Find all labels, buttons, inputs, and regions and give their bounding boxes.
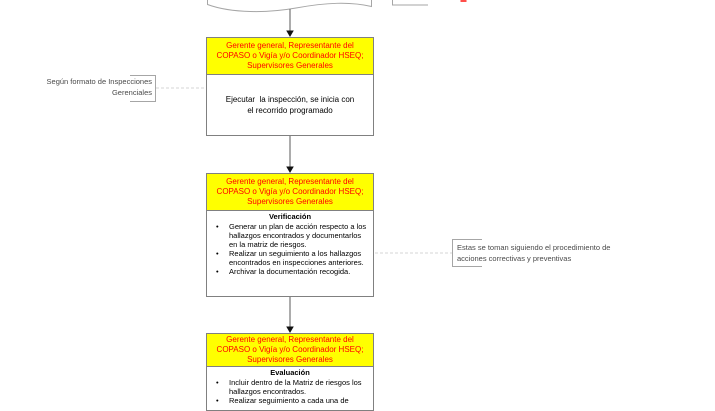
step-body-evaluacion (207, 367, 373, 405)
left-annotation-line: Gerenciales (111, 87, 152, 97)
step-body-ejecutar (207, 75, 373, 134)
role-header-line: Supervisores Generales (247, 355, 333, 364)
role-header-line: COPASO o Vigía y/o Coordinador HSEQ; (216, 51, 364, 60)
bullet-item (207, 378, 373, 396)
bullet-text: Realizar seguimiento a cada una de (229, 396, 349, 405)
step-box-ejecutar (206, 37, 374, 136)
right-annotation-line: acciones correctivas y preventivas (457, 254, 572, 263)
bullet-icon: • (216, 249, 219, 258)
role-header-line: Supervisores Generales (247, 197, 333, 206)
bullet-icon: • (216, 267, 219, 276)
step-body-verificacion (207, 211, 373, 276)
step-body-line: el recorrido programado (247, 105, 333, 115)
step-header-roles (207, 38, 373, 75)
red-text-fragment (461, 0, 467, 2)
bullet-text: Incluir dentro de la Matriz de riesgos los hallazgos encontrados. (229, 378, 362, 396)
role-header-line: Gerente general, Representante del (226, 335, 354, 344)
bullet-text: Archivar la documentación recogida. (229, 267, 351, 276)
role-header-line: COPASO o Vigía y/o Coordinador HSEQ; (216, 345, 364, 354)
step-body-line: Ejecutar la inspección, se inicia con (225, 94, 355, 104)
top-right-bracket (393, 0, 429, 5)
right-annotation-line: Estas se toman siguiendo el procedimiento de (457, 243, 611, 252)
role-header-line: Gerente general, Representante del (226, 177, 354, 186)
step-header-roles (207, 334, 373, 367)
role-header-line: Gerente general, Representante del (226, 41, 354, 50)
bullet-item (207, 222, 373, 249)
bullet-item (207, 396, 373, 405)
step-title: Evaluación (270, 368, 310, 377)
bullet-item (207, 267, 373, 276)
bullet-icon: • (216, 222, 219, 231)
step-header-roles (207, 174, 373, 211)
bullet-icon: • (216, 378, 219, 387)
step-box-verificacion (206, 173, 374, 297)
role-header-line: Supervisores Generales (247, 61, 333, 70)
bullet-item (207, 249, 373, 267)
bullet-text: Realizar un seguimiento a los hallazgos encontrados en inspecciones anteriores. (229, 249, 364, 267)
left-annotation (18, 77, 152, 98)
bullet-icon: • (216, 396, 219, 405)
role-header-line: COPASO o Vigía y/o Coordinador HSEQ; (216, 187, 364, 196)
right-annotation (457, 242, 657, 264)
left-annotation-line: Según formato de Inspecciones (46, 77, 152, 86)
step-title: Verificación (268, 212, 312, 221)
bullet-text: Generar un plan de acción respecto a los hallazgos encontrados y documentarlos en la matriz de riesgos. (229, 222, 367, 249)
step-box-evaluacion (206, 333, 374, 411)
